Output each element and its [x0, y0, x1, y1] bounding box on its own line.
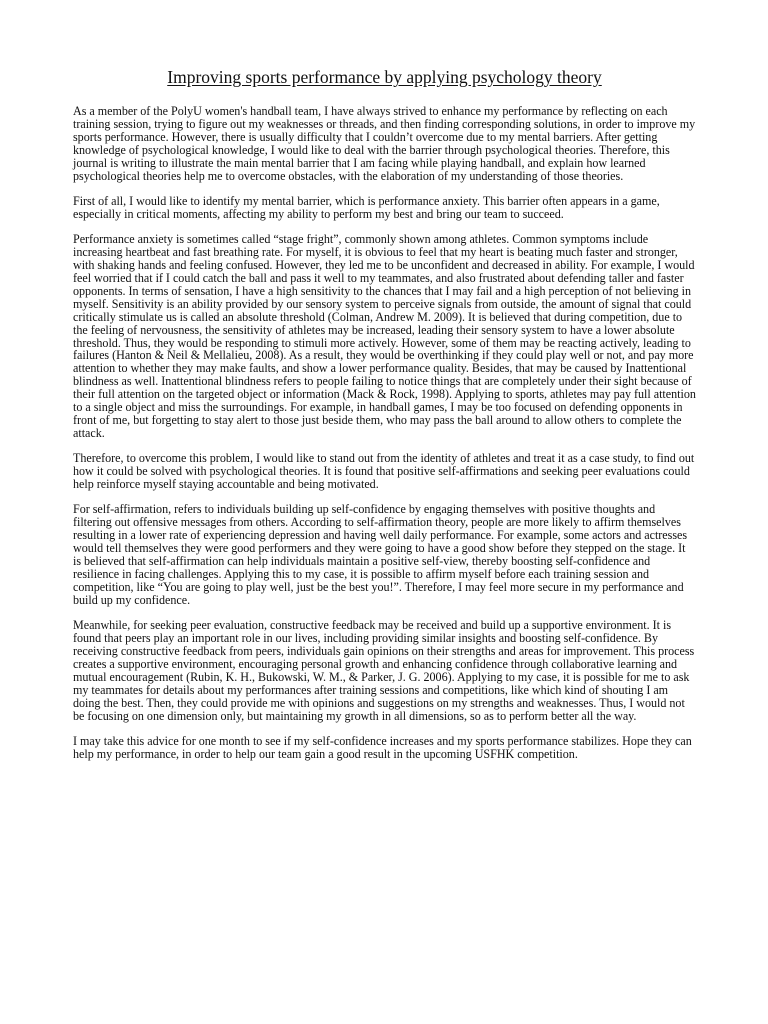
page-title: Improving sports performance by applying psychology theory — [167, 67, 602, 87]
paragraph-mental-barrier: First of all, I would like to identify my mental barrier, which is performance anxiety. This barrier often appears in a game, especially in critical moments, affecting my ability to perform my best and bring our team to succeed. — [73, 193, 660, 221]
paragraph-performance-anxiety: Performance anxiety is sometimes called “stage fright”, commonly shown among athletes. Common symptoms include increasing heartbeat and fast breathing rate. For myself, it is obvious to feel that my heart is beating much faster and stronger, with shaking hands and feeling confused. However, they led me to be unconfident and decreased in ability. For example, I would feel worried that if I could catch the ball and pass it well to my teammates, and also frustrated about defending taller and faster opponents. In terms of sensation, I have a high sensitivity to the chances that I may fail and a high perception of not believing in myself. Sensitivity is an ability provided by our sensory system to perceive signals from outside, the amount of signal that could critically stimulate us is called an absolute threshold (Colman, Andrew M. 2009). It is believed that during competition, due to the feeling of nervousness, the sensitivity of athletes may be increased, leading their sensory system to have a lower absolute threshold. Thus, they would be responding to stimuli more actively. However, some of them may be reacting actively, leading to failures (Hanton & Neil & Mellalieu, 2008). As a result, they would be overthinking if they could play well or not, and pay more attention to whether they may make faults, and show a lower performance quality. Besides, that may be caused by Inattentional blindness as well. Inattentional blindness refers to people failing to notice things that are completely under their sight because of their full attention on the targeted object or information (Mack & Rock, 1998). Applying to sports, athletes may pay full attention to a single object and miss the surroundings. For example, in handball games, I may be too focused on defending opponents in front of me, but forgetting to stay alert to those just beside them, who may pass the ball around to allow others to complete the attack. — [73, 232, 696, 440]
paragraph-conclusion: I may take this advice for one month to see if my self-confidence increases and my sports performance stabilizes. Hope they can help my performance, in order to help our team gain a good result in the upcoming USFHK competition. — [73, 733, 692, 761]
paragraph-self-affirmation: For self-affirmation, refers to individuals building up self-confidence by engaging themselves with positive thoughts and filtering out offensive messages from others. According to self-affirmation theory, people are more likely to affirm themselves resulting in a lower rate of experiencing depression and having well daily performance. For example, some actors and actresses would tell themselves they were good performers and they were going to have a good show before they stepped on the stage. It is believed that self-affirmation can help individuals maintain a positive self-view, thereby boosting self-confidence and resilience in facing challenges. Applying this to my case, it is possible to affirm myself before each training session and competition, like “You are going to play well, just be the best you!”. Therefore, I may feel more secure in my performance and build up my confidence. — [73, 502, 688, 607]
paragraph-overcome-problem: Therefore, to overcome this problem, I would like to stand out from the identity of athletes and treat it as a case study, to find out how it could be solved with psychological theories. It is found that positive self-affirmations and seeking peer evaluations could help reinforce myself staying accountable and being motivated. — [73, 451, 695, 492]
body-text — [73, 105, 696, 761]
paragraph-peer-evaluation: Meanwhile, for seeking peer evaluation, constructive feedback may be received and build up a supportive environment. It is found that peers play an important role in our lives, including providing similar insights and boosting self-confidence. By receiving constructive feedback from peers, individuals gain opinions on their strengths and areas for improvement. This process creates a supportive environment, encouraging personal growth and enhancing confidence through collaborative learning and mutual encouragement (Rubin, K. H., Bukowski, W. M., & Parker, J. G. 2006). Applying to my case, it is possible for me to ask my teammates for details about my performances after training sessions and competitions, like which kind of shouting I am doing the best. Then, they could provide me with opinions and suggestions on my strengths and weaknesses. Thus, I would not be focusing on one dimension only, but maintaining my growth in all dimensions, so as to perform better all the way. — [73, 618, 695, 723]
paragraph-intro: As a member of the PolyU women's handball team, I have always strived to enhance my performance by reflecting on each training session, trying to figure out my weaknesses or threads, and then finding corresponding solutions, in order to improve my sports performance. However, there is usually difficulty that I couldn’t overcome due to my mental barriers. After getting knowledge of psychological knowledge, I would like to deal with the barrier through psychological theories. Therefore, this journal is writing to illustrate the main mental barrier that I am facing while playing handball, and explain how learned psychological theories help me to overcome obstacles, with the elaboration of my understanding of those theories. — [73, 104, 696, 183]
